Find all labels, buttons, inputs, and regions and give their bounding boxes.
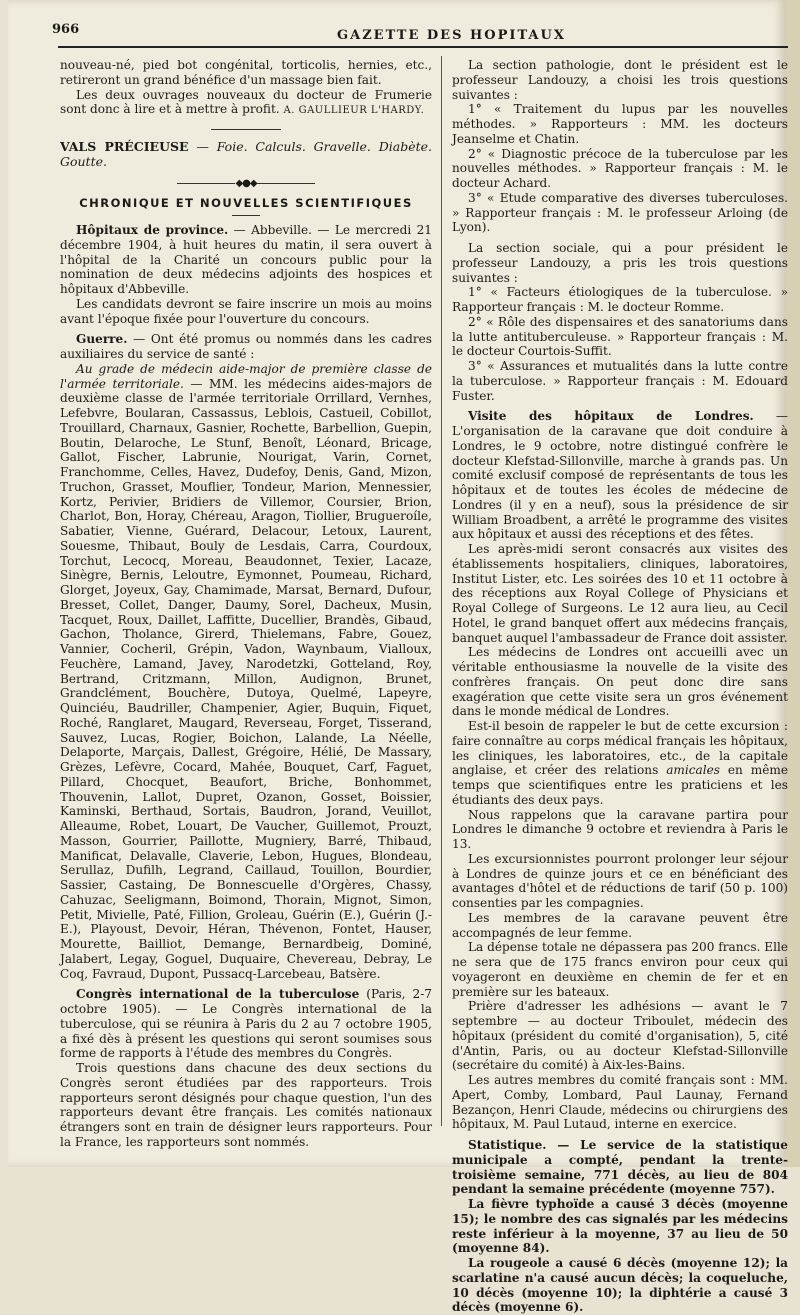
sociale-question-1: 1° « Facteurs étiologiques de la tuberculose. » Rapporteur français : M. le docteur Romme. — [452, 285, 788, 314]
chronique-title: CHRONIQUE ET NOUVELLES SCIENTIFIQUES — [79, 196, 413, 211]
visite-p4: Est-il besoin de rappeler le but de cette excursion : faire connaître au corps médical français les hôpitaux, les cliniques, les laboratoires, etc., de la capitale anglaise, et créer des relations amicales en même temps que scientifiques entre les praticiens et les étudiants des deux pays. — [452, 719, 788, 807]
visite-p8: La dépense totale ne dépassera pas 200 francs. Elle ne sera que de 175 francs environ pour ceux qui voyageront en deuxième en chemin de fer et en première sur les bateaux. — [452, 940, 788, 999]
congres-notice: Congrès international de la tuberculose (Paris, 2-7 octobre 1905). — Le Congrès international de la tuberculose, qui se réunira à Paris du 2 au 7 octobre 1905, a fixé dès à présent les questions qui seront soumises sous forme de rapports à l'étude des membres du Congrès. — [60, 987, 432, 1061]
right-column — [452, 58, 788, 1315]
visite-p2: Les après-midi seront consacrés aux visites des établissements hospitaliers, cliniques, laboratoires, Institut Lister, etc. Les soirées des 10 et 11 octobre à des réceptions aux Royal College of Physicians et Royal College of Surgeons. Le 12 aura lieu, au Cecil Hotel, le grand banquet offert aux médecins français, banquet auquel l'ambassadeur de France doit assister. — [452, 542, 788, 645]
ornament-rule: ◆●◆ — [60, 177, 432, 192]
visite-p10: Les autres membres du comité français sont : MM. Apert, Comby, Lombard, Paul Launay, Fernand Bezançon, Henri Claude, médecins ou chirurgiens des hôpitaux, M. Paul Lutaud, interne en exercice. — [452, 1073, 788, 1132]
header-rule — [58, 46, 788, 48]
section-rule — [211, 129, 281, 130]
visite-p7: Les membres de la caravane peuvent être accompagnés de leur femme. — [452, 910, 788, 940]
patho-question-1: 1° « Traitement du lupus par les nouvelles méthodes. » Rapporteurs : MM. les docteurs Jeanselme et Chatin. — [452, 102, 788, 146]
statistique-notice: Statistique. — Le service de la statistique municipale a compté, pendant la trente-troisième semaine, 771 décès, au lieu de 804 pendant la semaine précédente (moyenne 757). — [452, 1138, 788, 1197]
page-number: 966 — [52, 22, 80, 37]
visite-p6: Les excursionnistes pourront prolonger leur séjour à Londres de quinze jours et ce en bénéficiant des avantages d'hôtel et de réductions de tarif (50 p. 100) consenties par les compagnies. — [452, 851, 788, 910]
visite-p3: Les médecins de Londres ont accueilli avec un véritable enthousiasme la nouvelle de la visite des confrères français. On peut donc dire sans exagération que cette visite sera un gros événement dans le monde médical de Londres. — [452, 645, 788, 719]
statistique-p2: La fièvre typhoïde a causé 3 décès (moyenne 15); le nombre des cas signalés par les médecins reste inférieur à la moyenne, 37 au lieu de 50 (moyenne 84). — [452, 1197, 788, 1256]
sociale-question-3: 3° « Assurances et mutualités dans la lutte contre la tuberculose. » Rapporteur français : M. Edouard Fuster. — [452, 359, 788, 403]
hopitaux-province-p2: Les candidats devront se faire inscrire un mois au moins avant l'époque fixée pour l'ouverture du concours. — [60, 296, 432, 326]
statistique-p3: La rougeole a causé 6 décès (moyenne 12); la scarlatine n'a causé aucun décès; la coqueluche, 10 décès (moyenne 10); la diphtérie a causé 3 décès (moyenne 6). — [452, 1256, 788, 1315]
running-title: GAZETTE DES HOPITAUX — [337, 28, 566, 43]
page-header — [52, 18, 782, 42]
page-edge — [786, 0, 800, 1167]
sociale-question-2: 2° « Rôle des dispensaires et des sanatoriums dans la lutte antituberculeuse. » Rapporteur français : M. le docteur Courtois-Suffit. — [452, 314, 788, 359]
title-underline — [232, 215, 260, 216]
hopitaux-province: Hôpitaux de province. — Abbeville. — Le mercredi 21 décembre 1904, à huit heures du matin, il sera ouvert à l'hôpital de la Charité un concours public pour la nomination de deux médecins adjoints des hospices et hôpitaux d'Abbeville. — [60, 223, 432, 296]
patho-intro: La section pathologie, dont le président est le professeur Landouzy, a choisi les trois questions suivantes : — [452, 58, 788, 102]
author-signature: A. GAULLIEUR L'HARDY. — [283, 105, 425, 117]
visite-p9: Prière d'adresser les adhésions — avant le 7 septembre — au docteur Triboulet, médecin des hôpitaux (président du comité d'organisation), 5, cité d'Antin, Paris, ou au docteur Klefstad-Sillonville (secrétaire du comité) à Aix-les-Bains. — [452, 999, 788, 1073]
column-divider — [441, 56, 442, 1126]
vals-notice: VALS PRÉCIEUSE — Foie. Calculs. Gravelle. Diabète. Goutte. — [60, 139, 432, 169]
patho-question-2: 2° « Diagnostic précoce de la tuberculose par les nouvelles méthodes. » Rapporteur français : M. le docteur Achard. — [452, 146, 788, 190]
left-column — [60, 58, 432, 1150]
guerre-notice: Guerre. — Ont été promus ou nommés dans les cadres auxiliaires du service de santé : — [60, 332, 432, 361]
visite-londres: Visite des hôpitaux de Londres. — L'organisation de la caravane que doit conduire à Londres, le 9 octobre, notre distingué confrère le docteur Klefstad-Sillonville, marche à grands pas. Un comité exclusif composé de représentants de tous les hôpitaux et de toutes les écoles de médecine de Londres (il y en a neuf), sous la présidence de sir William Broadbent, a arrêté le programme des visites aux hôpitaux et aussi des réceptions et des fêtes. — [452, 409, 788, 542]
sociale-intro: La section sociale, qui a pour président le professeur Landouzy, a pris les trois questions suivantes : — [452, 241, 788, 285]
intro-paragraph-2: Les deux ouvrages nouveaux du docteur de Frumerie sont donc à lire et à mettre à profit. A. GAULLIEUR L'HARDY. — [60, 87, 432, 117]
visite-p5: Nous rappelons que la caravane partira pour Londres le dimanche 9 octobre et reviendra à Paris le 13. — [452, 807, 788, 851]
patho-question-3: 3° « Etude comparative des diverses tuberculoses. » Rapporteur français : M. le professeur Arloing (de Lyon). — [452, 190, 788, 235]
congres-p2: Trois questions dans chacune des deux sections du Congrès seront étudiées par des rapporteurs. Trois rapporteurs seront désignés pour chaque question, l'un des rapporteurs devant être français. Les comités nationaux étrangers sont en train de désigner leurs rapporteurs. Pour la France, les rapporteurs sont nommés. — [60, 1061, 432, 1149]
intro-paragraph-1: nouveau-né, pied bot congénital, torticolis, hernies, etc., retireront un grand bénéfice d'un massage bien fait. — [60, 58, 432, 87]
guerre-list: Au grade de médecin aide-major de première classe de l'armée territoriale. — MM. les médecins aides-majors de deuxième classe de l'armée territoriale Orrillard, Vernhes, Lefebvre, Boularan, Cassassus, Leblois, Castueil, Cobillot, Trouillard, Charnaux, Gasnier, Rochette, Barbellion, Guepin, Boutin, Delaroche, Le Stunf, Benoît, Léonard, Bricage, Gallot, Fischer, Labrunie, Nourigat, Varin, Cornet, Franchomme, Celles, Havez, Dudefoy, Denis, Gand, Mizon, Truchon, Grasset, Mouflier, Tondeur, Marion, Mennessier, Kortz, Perivier, Bridiers de Villemor, Coursier, Brion, Charlot, Bon, Horay, Chéreau, Aragon, Tiollier, Brugueroíle, Sabatier, Vienne, Guérard, Delacour, Letoux, Laurent, Souesme, Thibaut, Bouly de Lesdais, Carra, Courdoux, Torchut, Lecocq, Moreau, Beaudonnet, Texier, Lacaze, Sinègre, Bernis, Leloutre, Eymonnet, Poumeau, Richard, Glorget, Joyeux, Gay, Chamimade, Marsat, Bernard, Dufour, Bresset, Collet, Danger, Daumy, Sorel, Dacheux, Musin, Tacquet, Roux, Daillet, Laffitte, Ducellier, Brandès, Gibaud, Gachon, Tholance, Girerd, Thielemans, Fabre, Gouez, Vannier, Cocheril, Grépin, Vadon, Waynbaum, Vialloux, Feuchère, Lamand, Javey, Narodetzki, Gotteland, Roy, Bertrand, Critzmann, Millon, Audignon, Brunet, Grandclément, Bouchère, Dutoya, Quelmé, Lapeyre, Quinciéu, Baudriller, Champenier, Agier, Buquin, Fiquet, Roché, Ranglaret, Maugard, Reverseau, Forget, Tisserand, Sauvez, Lucas, Rogier, Boichon, Lalande, La Néelle, Delaporte, Marçais, Dallest, Grégoire, Hélié, De Massary, Grèzes, Lefèvre, Cocard, Mahée, Bouquet, Carf, Faguet, Pillard, Chocquet, Beaufort, Briche, Bonhommet, Thouvenin, Lallot, Dupret, Ozanon, Gosset, Boissier, Kaminski, Berthaud, Sortais, Baudron, Jorand, Veuillot, Alleaume, Robet, Louart, De Vaucher, Guillemot, Prouzt, Masson, Gourrier, Paillotte, Mugniery, Barré, Thibaud, Manificat, Delavalle, Claverie, Lebon, Hugues, Blondeau, Serullaz, Dufilh, Legrand, Caillaud, Touillon, Bourdier, Sassier, Castaing, De Bonnescuelle d'Orgères, Chassy, Cahuzac, Seeligmann, Boimond, Thorain, Mignot, Simon, Petit, Mivielle, Paté, Fillion, Groleau, Guérin (E.), Guérin (J.-E.), Playoust, Devoir, Héran, Thévenon, Fontet, Hauser, Mourette, Bailliot, Demange, Bernardbeig, Dominé, Jalabert, Legay, Goguel, Duquaire, Chevereau, Debray, Le Coq, Favraud, Dupont, Pussacq-Larcebeau, Batsère. — [60, 361, 432, 981]
